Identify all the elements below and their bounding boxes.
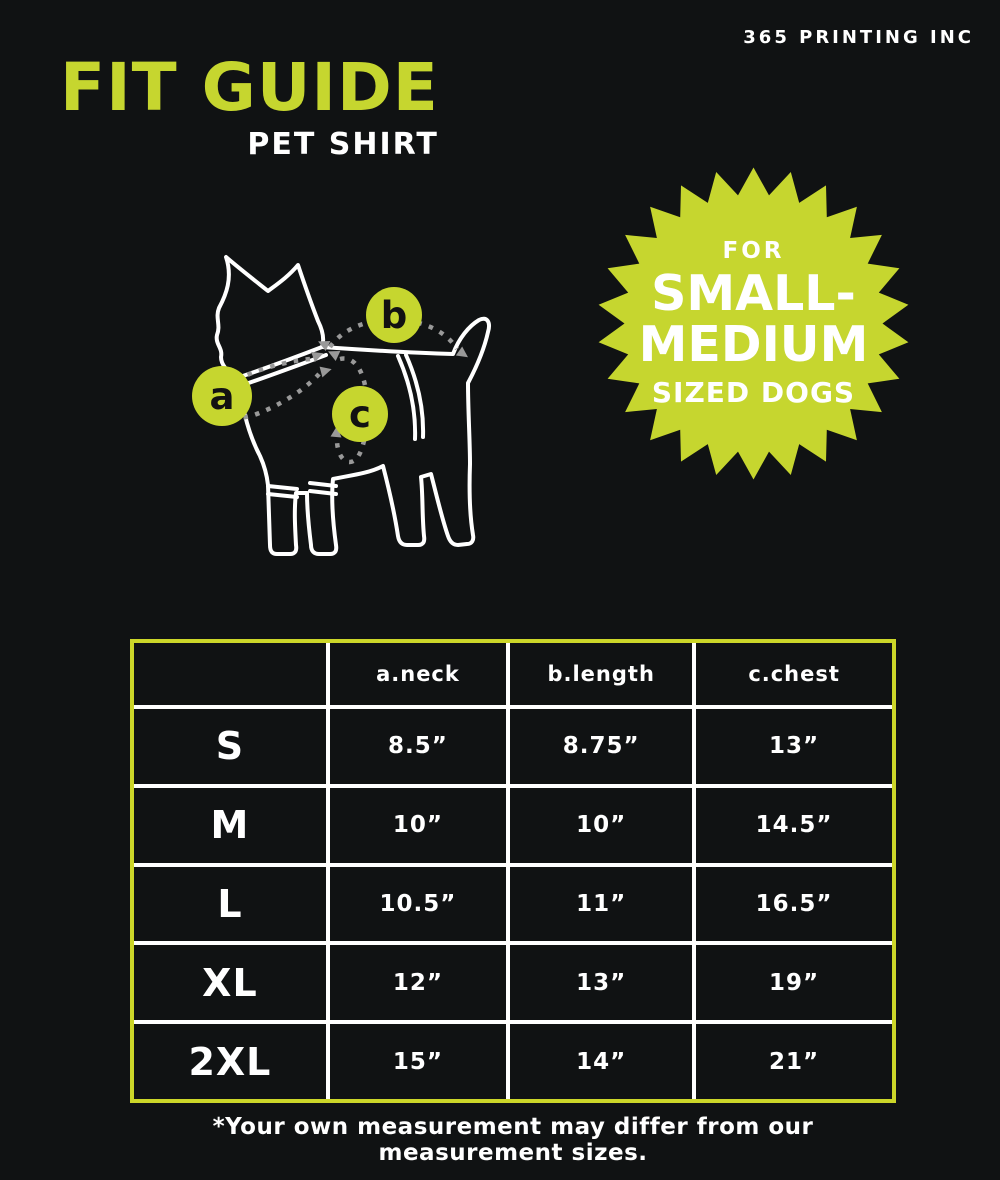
marker-c xyxy=(332,386,388,442)
neck-cell: 10” xyxy=(330,788,506,863)
neck-cell: 12” xyxy=(330,945,506,1020)
title-block xyxy=(60,49,439,162)
marker-a xyxy=(192,366,252,426)
header-cell-neck: a.neck xyxy=(330,643,506,705)
size-cell: S xyxy=(134,709,326,784)
badge-small-label: SMALL- xyxy=(651,265,856,323)
footnote: *Your own measurement may differ from our measurement sizes. xyxy=(212,1114,814,1166)
page-subtitle: PET SHIRT xyxy=(247,127,439,162)
length-cell: 13” xyxy=(510,945,692,1020)
length-cell: 10” xyxy=(510,788,692,863)
marker-c-label: c xyxy=(349,393,371,436)
neck-cell: 8.5” xyxy=(330,709,506,784)
neck-cell: 15” xyxy=(330,1024,506,1099)
chest-cell: 13” xyxy=(696,709,892,784)
badge-for-label: FOR xyxy=(722,238,785,265)
marker-a-label: a xyxy=(209,375,235,418)
badge-medium-label: MEDIUM xyxy=(638,316,869,373)
chest-cell: 19” xyxy=(696,945,892,1020)
marker-b xyxy=(366,287,422,343)
brand-text: 365 PRINTING INC xyxy=(743,27,974,48)
length-cell: 11” xyxy=(510,867,692,942)
page-title: FIT GUIDE xyxy=(60,49,439,126)
size-cell: XL xyxy=(134,945,326,1020)
size-cell: 2XL xyxy=(134,1024,326,1099)
size-badge xyxy=(596,166,911,481)
arrowhead-icon xyxy=(320,364,333,377)
size-cell: L xyxy=(134,867,326,942)
neck-cell: 10.5” xyxy=(330,867,506,942)
marker-b-label: b xyxy=(380,294,408,337)
badge-text xyxy=(596,166,911,481)
length-cell: 8.75” xyxy=(510,709,692,784)
dog-measurement-diagram xyxy=(170,243,550,573)
chest-cell: 14.5” xyxy=(696,788,892,863)
arrowhead-icon xyxy=(456,346,471,361)
length-cell: 14” xyxy=(510,1024,692,1099)
header-cell-chest: c.chest xyxy=(696,643,892,705)
size-table xyxy=(130,639,896,1103)
chest-cell: 21” xyxy=(696,1024,892,1099)
header-cell-empty xyxy=(134,643,326,705)
header-cell-length: b.length xyxy=(510,643,692,705)
badge-sized-dogs-label: SIZED DOGS xyxy=(651,375,856,409)
chest-cell: 16.5” xyxy=(696,867,892,942)
size-cell: M xyxy=(134,788,326,863)
